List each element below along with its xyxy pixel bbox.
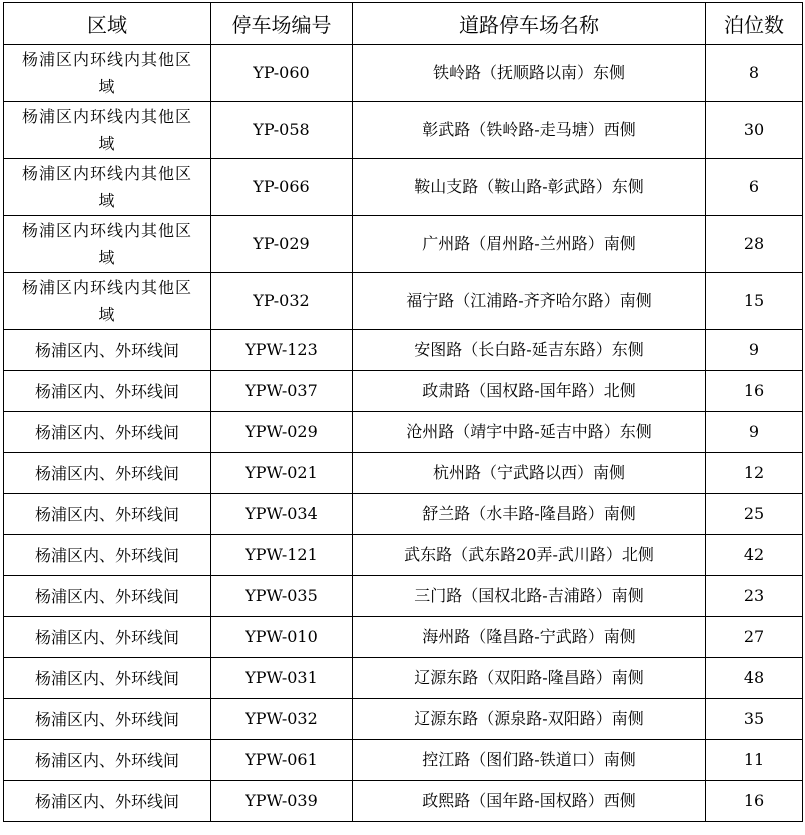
code-cell: YPW-121 bbox=[211, 535, 353, 576]
count-cell: 30 bbox=[706, 102, 803, 159]
code-cell: YPW-010 bbox=[211, 617, 353, 658]
header-code: 停车场编号 bbox=[211, 3, 353, 45]
name-cell: 彰武路（铁岭路-走马塘）西侧 bbox=[353, 102, 706, 159]
table-row bbox=[4, 494, 803, 535]
table-row bbox=[4, 740, 803, 781]
area-cell: 杨浦区内、外环线间 bbox=[4, 535, 211, 576]
count-cell: 16 bbox=[706, 371, 803, 412]
table-row bbox=[4, 159, 803, 216]
count-cell: 16 bbox=[706, 781, 803, 822]
count-cell: 6 bbox=[706, 159, 803, 216]
name-cell: 海州路（隆昌路-宁武路）南侧 bbox=[353, 617, 706, 658]
area-cell: 杨浦区内环线内其他区域 bbox=[4, 45, 211, 102]
area-cell: 杨浦区内、外环线间 bbox=[4, 330, 211, 371]
count-cell: 35 bbox=[706, 699, 803, 740]
name-cell: 政熙路（国年路-国权路）西侧 bbox=[353, 781, 706, 822]
count-cell: 8 bbox=[706, 45, 803, 102]
table-row bbox=[4, 699, 803, 740]
name-cell: 沧州路（靖宇中路-延吉中路）东侧 bbox=[353, 412, 706, 453]
table-row bbox=[4, 576, 803, 617]
table-row bbox=[4, 617, 803, 658]
code-cell: YP-032 bbox=[211, 273, 353, 330]
code-cell: YPW-035 bbox=[211, 576, 353, 617]
table-row bbox=[4, 658, 803, 699]
code-cell: YPW-029 bbox=[211, 412, 353, 453]
code-cell: YPW-021 bbox=[211, 453, 353, 494]
code-cell: YP-060 bbox=[211, 45, 353, 102]
table-row bbox=[4, 102, 803, 159]
count-cell: 15 bbox=[706, 273, 803, 330]
header-name: 道路停车场名称 bbox=[353, 3, 706, 45]
count-cell: 23 bbox=[706, 576, 803, 617]
table-row bbox=[4, 330, 803, 371]
area-cell: 杨浦区内、外环线间 bbox=[4, 617, 211, 658]
area-cell: 杨浦区内、外环线间 bbox=[4, 412, 211, 453]
area-cell: 杨浦区内、外环线间 bbox=[4, 453, 211, 494]
header-area: 区域 bbox=[4, 3, 211, 45]
area-cell: 杨浦区内、外环线间 bbox=[4, 658, 211, 699]
area-cell: 杨浦区内、外环线间 bbox=[4, 781, 211, 822]
parking-table bbox=[3, 2, 803, 822]
count-cell: 25 bbox=[706, 494, 803, 535]
code-cell: YPW-037 bbox=[211, 371, 353, 412]
name-cell: 安图路（长白路-延吉东路）东侧 bbox=[353, 330, 706, 371]
name-cell: 杭州路（宁武路以西）南侧 bbox=[353, 453, 706, 494]
name-cell: 广州路（眉州路-兰州路）南侧 bbox=[353, 216, 706, 273]
table-row bbox=[4, 412, 803, 453]
header-row bbox=[4, 3, 803, 45]
name-cell: 辽源东路（源泉路-双阳路）南侧 bbox=[353, 699, 706, 740]
area-cell: 杨浦区内、外环线间 bbox=[4, 494, 211, 535]
table-row bbox=[4, 371, 803, 412]
area-cell: 杨浦区内、外环线间 bbox=[4, 371, 211, 412]
name-cell: 政肃路（国权路-国年路）北侧 bbox=[353, 371, 706, 412]
area-cell: 杨浦区内、外环线间 bbox=[4, 576, 211, 617]
area-cell: 杨浦区内环线内其他区域 bbox=[4, 102, 211, 159]
area-cell: 杨浦区内、外环线间 bbox=[4, 699, 211, 740]
name-cell: 三门路（国权北路-吉浦路）南侧 bbox=[353, 576, 706, 617]
count-cell: 42 bbox=[706, 535, 803, 576]
code-cell: YPW-032 bbox=[211, 699, 353, 740]
name-cell: 鞍山支路（鞍山路-彰武路）东侧 bbox=[353, 159, 706, 216]
count-cell: 27 bbox=[706, 617, 803, 658]
count-cell: 11 bbox=[706, 740, 803, 781]
name-cell: 辽源东路（双阳路-隆昌路）南侧 bbox=[353, 658, 706, 699]
code-cell: YP-029 bbox=[211, 216, 353, 273]
name-cell: 福宁路（江浦路-齐齐哈尔路）南侧 bbox=[353, 273, 706, 330]
code-cell: YP-058 bbox=[211, 102, 353, 159]
count-cell: 12 bbox=[706, 453, 803, 494]
table-row bbox=[4, 535, 803, 576]
area-cell: 杨浦区内、外环线间 bbox=[4, 740, 211, 781]
name-cell: 武东路（武东路20弄-武川路）北侧 bbox=[353, 535, 706, 576]
table-row bbox=[4, 273, 803, 330]
code-cell: YPW-034 bbox=[211, 494, 353, 535]
table-row bbox=[4, 781, 803, 822]
count-cell: 9 bbox=[706, 412, 803, 453]
area-cell: 杨浦区内环线内其他区域 bbox=[4, 273, 211, 330]
header-count: 泊位数 bbox=[706, 3, 803, 45]
name-cell: 舒兰路（水丰路-隆昌路）南侧 bbox=[353, 494, 706, 535]
area-cell: 杨浦区内环线内其他区域 bbox=[4, 216, 211, 273]
code-cell: YP-066 bbox=[211, 159, 353, 216]
area-cell: 杨浦区内环线内其他区域 bbox=[4, 159, 211, 216]
table-row bbox=[4, 453, 803, 494]
count-cell: 9 bbox=[706, 330, 803, 371]
name-cell: 铁岭路（抚顺路以南）东侧 bbox=[353, 45, 706, 102]
code-cell: YPW-031 bbox=[211, 658, 353, 699]
name-cell: 控江路（图们路-铁道口）南侧 bbox=[353, 740, 706, 781]
count-cell: 48 bbox=[706, 658, 803, 699]
code-cell: YPW-039 bbox=[211, 781, 353, 822]
table-row bbox=[4, 216, 803, 273]
count-cell: 28 bbox=[706, 216, 803, 273]
table-row bbox=[4, 45, 803, 102]
code-cell: YPW-123 bbox=[211, 330, 353, 371]
code-cell: YPW-061 bbox=[211, 740, 353, 781]
